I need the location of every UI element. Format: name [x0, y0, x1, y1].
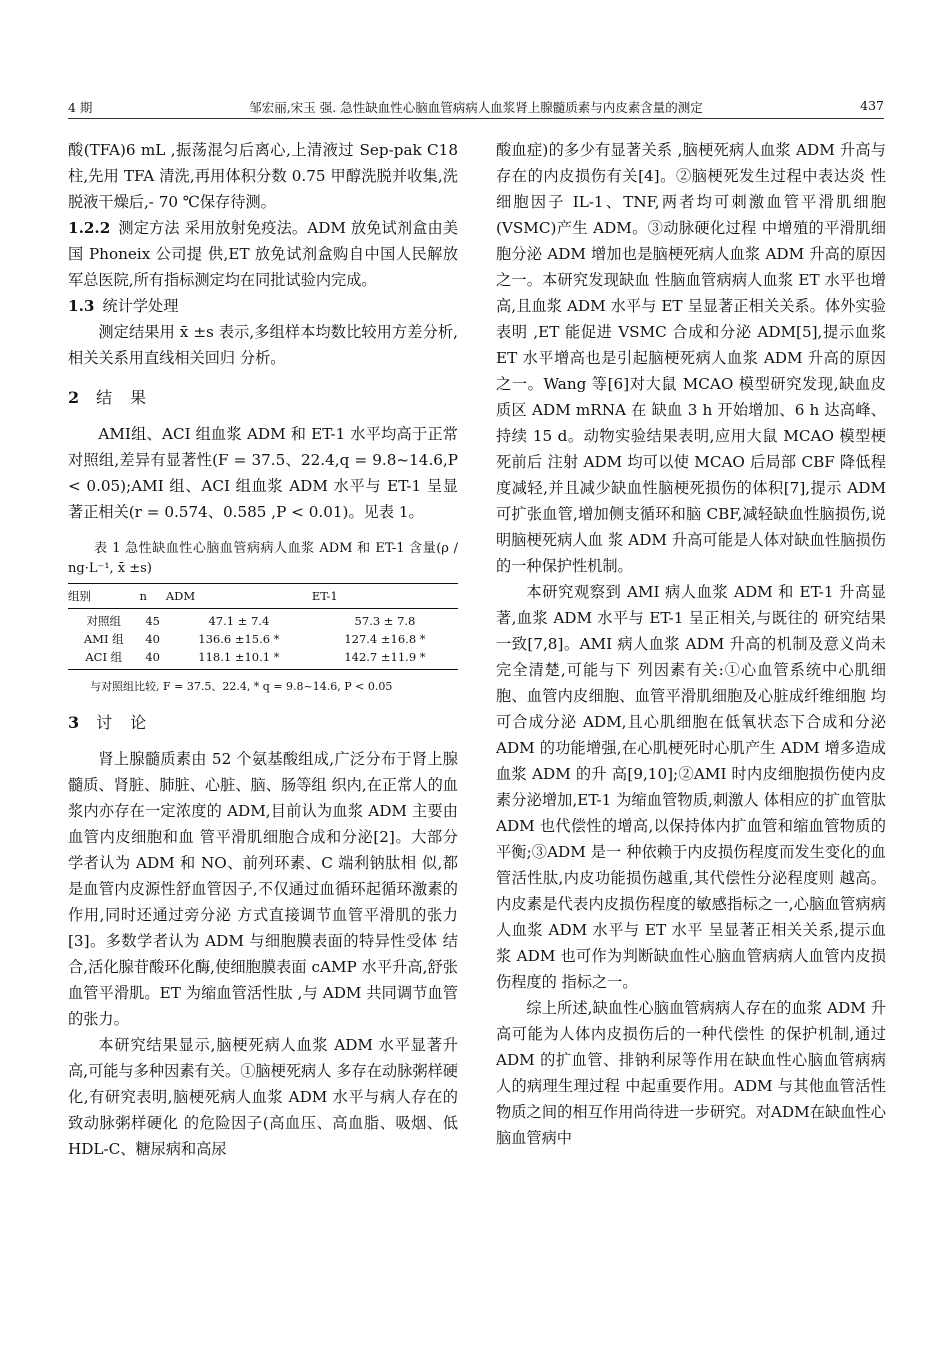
table-row: AMI 组 40 136.6 ±15.6 * 127.4 ±16.8 *	[83, 632, 426, 646]
paragraph-ami: 本研究观察到 AMI 病人血浆 ADM 和 ET-1 升高显著,血浆 ADM 水平与 ET-1 呈正相关,与既往的 研究结果一致[7,8]。AMI 病人血浆 ADM 升高的机制及意义尚未完全清楚,可能与下 列因素有关:①心血管系统中心肌细胞、血管内皮细胞、血管平滑肌细胞及心脏成纤维细胞 均可合成分泌 ADM,且心肌细胞在低氧状态下合成和分泌 ADM 的功能增强,在心肌梗死时心肌产生 ADM 增多造成血浆 ADM 的升 高[9,10];②AMI 时内皮细胞损伤使内皮素分泌增加,ET-1 为缩血管物质,刺激人 体相应的扩血管肽 ADM 也代偿性的增高,以保持体内扩血管和缩血管物质的平衡;③ADM 是一 种依赖于内皮损伤程度而发生变化的血管活性肽,内皮功能损伤越重,其代偿性分泌程度则 越高。内皮素是代表内皮损伤程度的敏感指标之一,心脑血管病病人血浆 ADM 水平与 ET 水平 呈显著正相关关系,提示血浆 ADM 也可作为判断缺血性心脑血管病病人血管内皮损伤程度的 指标之一。	[496, 583, 886, 991]
paragraph-results: AMI组、ACI 组血浆 ADM 和 ET-1 水平均高于正常对照组,差异有显著性(F = 37.5、22.4,q = 9.8~14.6,P < 0.05);AMI 组、ACI 组血浆 ADM 水平与 ET-1 呈显著正相关(r = 0.574、0.585 ,P < 0.01)。见表 1。	[68, 425, 458, 521]
paragraph-tfa: 酸(TFA)6 mL ,振荡混匀后离心,上清液过 Sep-pak C18 柱,先用 TFA 清洗,再用体积分数 0.75 甲醇洗脱并收集,洗脱液干燥后,- 70 ℃保存待测。	[68, 141, 458, 211]
section-3-heading: 3 讨论	[68, 713, 165, 732]
data-table	[68, 583, 458, 670]
table-header: ET-1	[312, 584, 458, 609]
table-header: 组别	[68, 584, 140, 609]
paragraph-statistics: 测定结果用 x̄ ±s 表示,多组样本均数比较用方差分析,相关关系用直线相关回归 分析。	[68, 323, 458, 367]
section-number: 1.2.2	[68, 219, 111, 237]
section-1-2-2	[68, 215, 458, 293]
right-column	[496, 137, 886, 1151]
left-column	[68, 137, 458, 1162]
table-row: ACI 组 40 118.1 ±10.1 * 142.7 ±11.9 *	[68, 648, 458, 670]
table-note: 与对照组比较, F = 37.5、22.4, * q = 9.8~14.6, P < 0.05	[90, 680, 393, 693]
section-title: 统计学处理	[102, 297, 179, 315]
issue-number: 4 期	[68, 100, 93, 115]
section-number: 1.3	[68, 297, 95, 315]
section-1-3-heading	[68, 293, 458, 319]
table-header: ADM	[166, 584, 312, 609]
table-row: 对照组 45 47.1 ± 7.4 57.3 ± 7.8	[86, 614, 416, 628]
running-header	[68, 96, 884, 119]
table-caption: 表 1 急性缺血性心脑血管病病人血浆 ADM 和 ET-1 含量(ρ / ng·L⁻¹, x̄ ±s)	[68, 541, 458, 576]
page-number: 437	[860, 98, 884, 113]
paragraph-summary: 综上所述,缺血性心脑血管病病人存在的血浆 ADM 升高可能为人体内皮损伤后的一种代偿性 的保护机制,通过 ADM 的扩血管、排钠利尿等作用在缺血性心脑血管病病人的病理生理过程 中起重要作用。ADM 与其他血管活性物质之间的相互作用尚待进一步研究。对ADM在缺血性心脑血管病中	[496, 999, 886, 1147]
paragraph-continued: 酸血症)的多少有显著关系 ,脑梗死病人血浆 ADM 升高与存在的内皮损伤有关[4]。②脑梗死发生过程中表达炎 性细胞因子 IL-1、TNF,两者均可刺激血管平滑肌细胞(VSMC)产生 ADM。③动脉硬化过程 中增殖的平滑肌细胞分泌 ADM 增加也是脑梗死病人血浆 ADM 升高的原因之一。本研究发现缺血 性脑血管病病人血浆 ET 水平也增高,且血浆 ADM 水平与 ET 呈显著正相关关系。体外实验表明 ,ET 能促进 VSMC 合成和分泌 ADM[5],提示血浆 ET 水平增高也是引起脑梗死病人血浆 ADM 升高的原因之一。Wang 等[6]对大鼠 MCAO 模型研究发现,缺血皮质区 ADM mRNA 在 缺血 3 h 开始增加、6 h 达高峰、持续 15 d。动物实验结果表明,应用大鼠 MCAO 模型梗死前后 注射 ADM 均可以使 MCAO 后局部 CBF 降低程度减轻,并且减少缺血性脑梗死损伤的体积[7],提示 ADM 可扩张血管,增加侧支循环和脑 CBF,减轻缺血性脑损伤,说明脑梗死病人血 浆 ADM 升高可能是人体对缺血性脑损伤的一种保护性机制。	[496, 141, 886, 575]
running-title: 邹宏丽,宋玉 强. 急性缺血性心脑血管病病人血浆肾上腺髓质素与内皮素含量的测定	[249, 100, 703, 115]
paragraph-discussion-1: 肾上腺髓质素由 52 个氨基酸组成,广泛分布于肾上腺髓质、肾脏、肺脏、心脏、脑、肠等组 织内,在正常人的血浆内亦存在一定浓度的 ADM,目前认为血浆 ADM 主要由血管内皮细胞和血 管平滑肌细胞合成和分泌[2]。大部分学者认为 ADM 和 NO、前列环素、C 端利钠肽相 似,都是血管内皮源性舒血管因子,不仅通过血循环起循环激素的作用,同时还通过旁分泌 方式直接调节血管平滑肌的张力[3]。多数学者认为 ADM 与细胞膜表面的特异性受体 结合,活化腺苷酸环化酶,使细胞膜表面 cAMP 水平升高,舒张血管平滑肌。ET 为缩血管活性肽 ,与 ADM 共同调节血管的张力。	[68, 750, 458, 1028]
section-2-heading: 2 结果	[68, 388, 165, 407]
section-body: 测定方法 采用放射免疫法。ADM 放免试剂盒由美国 Phoneix 公司提 供,ET 放免试剂盒购自中国人民解放军总医院,所有指标测定均在同批试验内完成。	[68, 219, 458, 289]
table-header: n	[140, 584, 166, 609]
paragraph-discussion-2: 本研究结果显示,脑梗死病人血浆 ADM 水平显著升高,可能与多种因素有关。①脑梗死病人 多存在动脉粥样硬化,有研究表明,脑梗死病人血浆 ADM 水平与病人存在的致动脉粥样硬化 的危险因子(高血压、高血脂、吸烟、低 HDL-C、糖尿病和高尿	[68, 1036, 458, 1158]
